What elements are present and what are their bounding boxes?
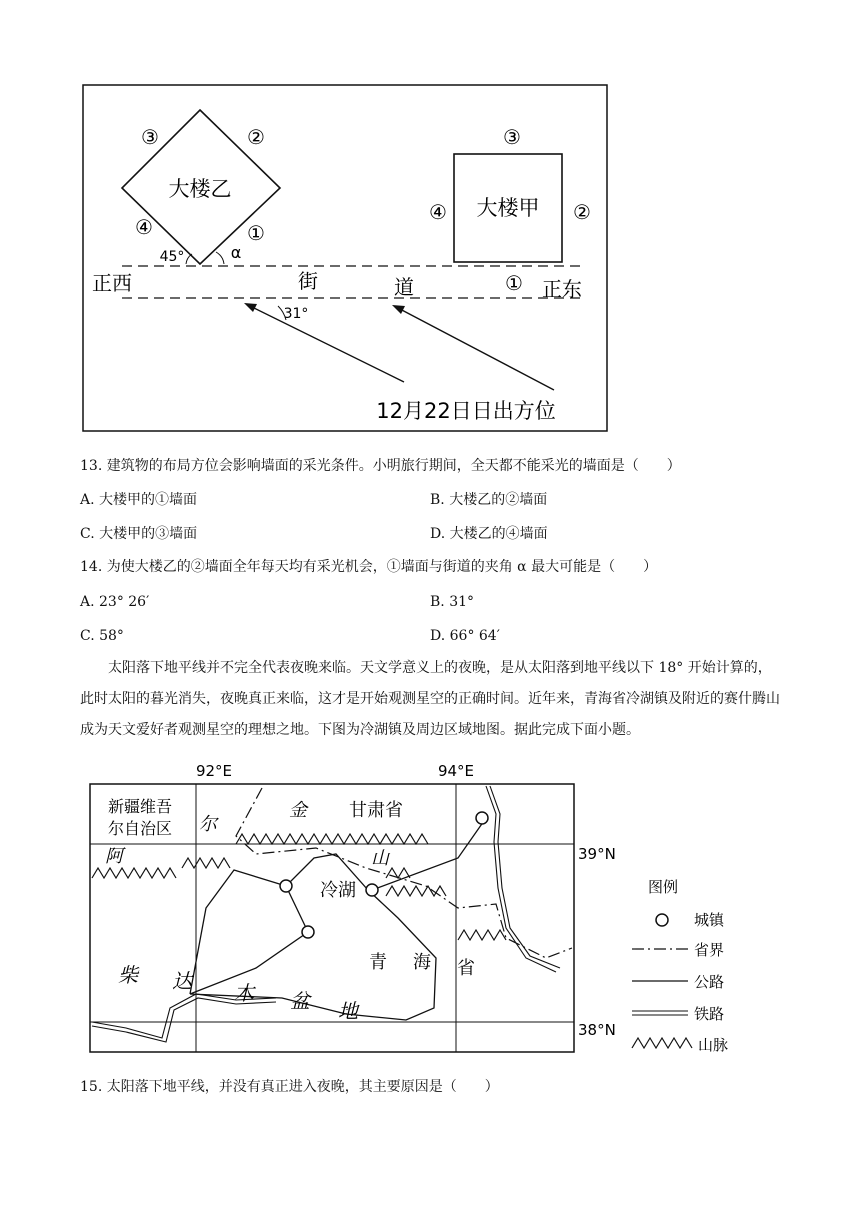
legend-rail-label: 铁路 — [694, 1005, 725, 1023]
towns — [280, 812, 488, 938]
qinghai-char-1: 青 — [369, 952, 387, 973]
alpha-label: α — [230, 243, 242, 262]
building-b-wall-3: ③ — [141, 125, 159, 149]
lon-92-label: 92°E — [195, 762, 233, 780]
q13-option-c[interactable]: C. 大楼甲的③墙面 — [80, 526, 198, 542]
qaidam-char-3: 木 — [234, 981, 254, 1005]
reading-passage: 太阳落下地平线并不完全代表夜晚来临。天文学意义上的夜晚，是从太阳落到地平线以下 18° 开始计算的，此时太阳的暮光消失，夜晚真正来临，这才是开始观测星空的正确时间。近年来，青海省冷湖镇及附近的赛什腾山成为天文爱好者观测星空的理想之地。下图为冷湖镇及周边区域地图。据此完成下面小题。 — [80, 660, 780, 738]
legend-road-label: 公路 — [694, 973, 725, 991]
building-a-wall-3: ③ — [503, 125, 521, 149]
legend-title: 图例 — [648, 878, 679, 896]
east-label: 正东 — [542, 277, 582, 301]
qaidam-char-5: 地 — [338, 999, 358, 1023]
street-char-2: 道 — [394, 275, 414, 299]
town-marker-1 — [280, 880, 292, 892]
lenghu-region-map — [86, 758, 736, 1058]
town-marker-4 — [476, 812, 488, 824]
q13-option-a[interactable]: A. 大楼甲的①墙面 — [80, 492, 198, 508]
town-marker-3 — [302, 926, 314, 938]
west-label: 正西 — [92, 271, 132, 295]
building-b-wall-4: ④ — [135, 215, 153, 239]
building-orientation-diagram — [82, 84, 610, 434]
q15-stem: 15. 太阳落下地平线，并没有真正进入夜晚，其主要原因是（ ） — [80, 1079, 499, 1095]
lat-38-label: 38°N — [578, 1021, 616, 1039]
building-a-wall-1-street: ① — [505, 271, 523, 295]
legend-mountain-symbol — [632, 1038, 692, 1048]
altun-mountains — [92, 834, 506, 940]
gansu-label: 甘肃省 — [349, 800, 403, 821]
qinghai-char-3: 省 — [457, 958, 475, 979]
altun-char-a: 阿 — [105, 846, 123, 867]
map-legend — [632, 878, 728, 1054]
legend-mountain-label: 山脉 — [698, 1036, 729, 1054]
province-border — [236, 788, 572, 958]
qinghai-char-2: 海 — [413, 952, 431, 973]
angle-31-label: 31° — [283, 306, 309, 322]
sunrise-caption: 12月22日日出方位 — [376, 399, 556, 423]
q14-option-a[interactable]: A. 23° 26′ — [80, 594, 150, 610]
building-a-wall-2: ② — [573, 200, 591, 224]
q14-option-d[interactable]: D. 66° 64′ — [430, 628, 500, 644]
street-char-1: 街 — [298, 269, 318, 293]
q14-stem: 14. 为使大楼乙的②墙面全年每天均有采光机会，①墙面与街道的夹角 α 最大可能是（ ） — [80, 559, 658, 575]
q13-option-b[interactable]: B. 大楼乙的②墙面 — [430, 492, 548, 508]
altun-char-er: 尔 — [199, 814, 217, 835]
building-b-wall-2: ② — [247, 125, 265, 149]
lenghu-label: 冷湖 — [320, 880, 356, 901]
building-b-label: 大楼乙 — [168, 177, 232, 201]
xinjiang-label-1: 新疆维吾 — [107, 797, 173, 816]
altun-char-jin: 金 — [289, 800, 307, 821]
xinjiang-label-2: 尔自治区 — [107, 819, 173, 838]
q13-option-d[interactable]: D. 大楼乙的④墙面 — [430, 526, 548, 542]
lat-39-label: 39°N — [578, 845, 616, 863]
legend-border-label: 省界 — [694, 941, 725, 959]
qaidam-char-2: 达 — [172, 969, 192, 993]
qaidam-char-1: 柴 — [118, 963, 138, 987]
town-marker-lenghu — [366, 884, 378, 896]
lon-94-label: 94°E — [437, 762, 475, 780]
legend-town-label: 城镇 — [694, 911, 725, 929]
qaidam-char-4: 盆 — [290, 989, 310, 1013]
q14-option-c[interactable]: C. 58° — [80, 628, 124, 644]
angle-45-label: 45° — [159, 249, 185, 265]
q14-option-b[interactable]: B. 31° — [430, 594, 475, 610]
building-b-wall-1: ① — [247, 221, 265, 245]
altun-char-shan: 山 — [371, 848, 389, 869]
q13-stem: 13. 建筑物的布局方位会影响墙面的采光条件。小明旅行期间，全天都不能采光的墙面是（ ） — [80, 458, 681, 474]
legend-town-symbol — [656, 914, 668, 926]
building-a-label: 大楼甲 — [476, 196, 540, 220]
building-a-wall-4: ④ — [429, 200, 447, 224]
